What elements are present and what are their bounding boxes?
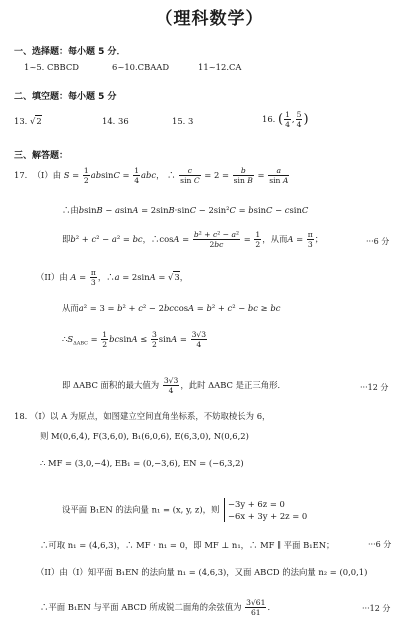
q18-line6: （II）由（I）知平面 B₁EN 的法向量 n₁ = (4,6,3)，又面 ABCD 的法向量 n₂ = (0,0,1)	[36, 567, 368, 577]
fill-answer-16: 16. ( $\frac{1}{4}$ , $\frac{5}{4}$ )	[262, 110, 309, 129]
section-choice-heading: 一、选择题：每小题 5 分．	[14, 47, 126, 57]
q17-line2: ∴由bsinB − asinA = 2sinB·sinC − 2sin²C = bsinC − csinC	[62, 205, 309, 215]
q18-score-12: ···12 分	[362, 604, 391, 613]
q18-score-6: ···6 分	[368, 540, 392, 549]
q17-line1: 17. （I）由 S = $\frac{1}{2}$ absinC = $\frac{1}{4}$ abc， ∴ $\frac{c}{\text{sin C}}$ = 2 = $\frac{b}{\text{sin B}}$ = $\frac{a}{\text{sin A}}$	[14, 166, 289, 185]
q17-line4: （II）由 A = $\frac{\pi}{3}$ ，∴a = 2sinA = √3，	[36, 268, 189, 287]
fill-answer-13: 13. √2	[14, 116, 42, 126]
choice-answers-1: 1~5. CBBCD	[24, 62, 79, 72]
choice-answers-2: 6~10.CBAAD	[112, 62, 170, 72]
fill-answer-14: 14. 36	[102, 116, 129, 126]
fill-answer-15: 15. 3	[172, 116, 194, 126]
q18-line1: 18. （I）以 A 为原点，如图建立空间直角坐标系，不妨取棱长为 6，	[14, 411, 271, 421]
section-fill-heading: 二、填空题：每小题 5 分	[14, 92, 117, 102]
q18-line5: ∴可取 n₁ = (4,6,3)，∴ MF · n₁ = 0，即 MF ⊥ n₁，∴ MF ∥ 平面 B₁EN；	[40, 540, 335, 550]
section-solution-heading: 三、解答题：	[14, 151, 69, 161]
q17-score-12: ···12 分	[360, 383, 389, 392]
q17-score-6: ···6 分	[366, 237, 390, 246]
q17-line3: 即b² + c² − a² = bc，∴cosA = $\frac{\text{b² + c² − a²}}{2bc}$ = $\frac{1}{2}$ ，从而A = $\frac{\pi}{3}$ ；	[62, 230, 324, 249]
q17-line7: 即 ΔABC 面积的最大值为 $\frac{3√3}{4}$ ，此时 ΔABC 是正三角形．	[62, 376, 286, 395]
q17-line5: 从而a² = 3 = b² + c² − 2bccosA = b² + c² − bc ≥ bc	[62, 303, 281, 313]
q18-line7: ∴平面 B₁EN 与平面 ABCD 所成锐二面角的余弦值为 $\frac{3√61}{61}$ ．	[40, 598, 276, 617]
q18-line3: ∴ MF = (3,0,−4), EB₁ = (0,−3,6), EN = (−6,3,2)	[40, 458, 244, 468]
q18-line4: 设平面 B₁EN 的法向量 n₁ = (x, y, z)，则 −3y + 6z = 0 −6x + 3y + 2z = 0	[62, 499, 308, 521]
choice-answers-3: 11~12.CA	[198, 62, 242, 72]
page-title: （理科数学）	[155, 9, 264, 29]
q18-line2: 则 M(0,6,4), F(3,6,0), B₁(6,0,6), E(6,3,0), N(0,6,2)	[40, 431, 249, 441]
q17-line6: $\therefore S_{\Delta ABC}$ = $\frac{1}{2}$ bcsinA ≤ $\frac{3}{2}$ sinA = $\frac{3√3}{4}$	[62, 330, 207, 349]
